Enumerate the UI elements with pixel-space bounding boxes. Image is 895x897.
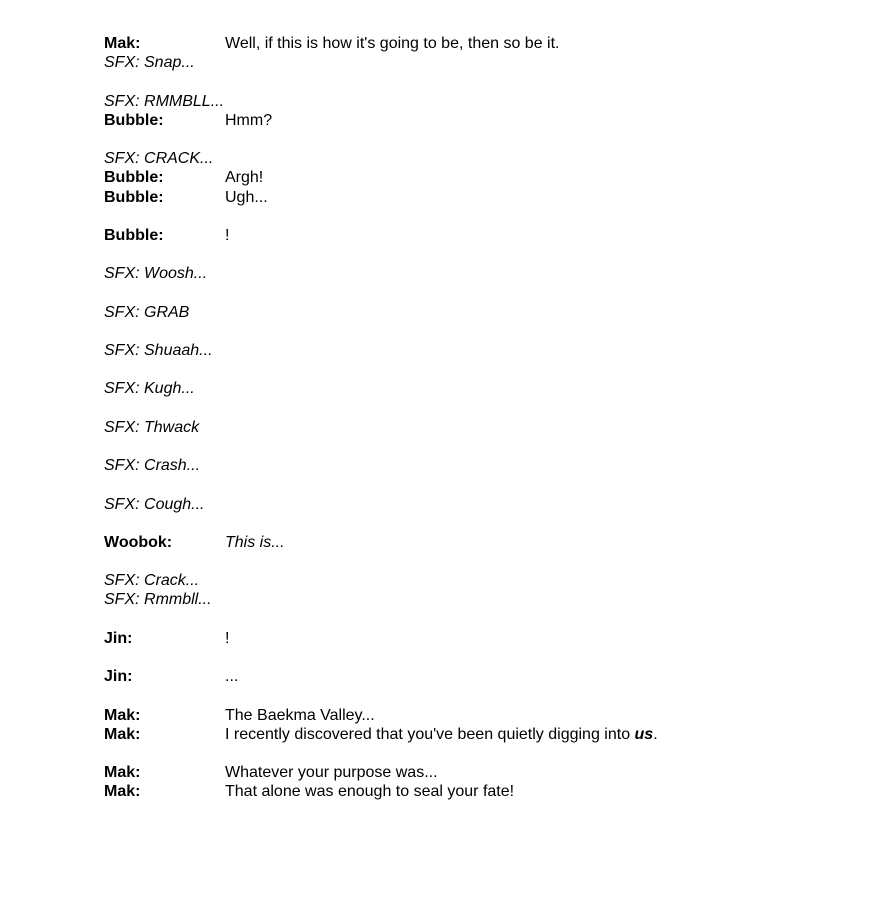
- line-gap: [104, 360, 864, 379]
- dialogue-text: That alone was enough to seal your fate!: [225, 783, 515, 801]
- speaker-name: Bubble:: [104, 111, 164, 129]
- dialogue-text: !: [225, 226, 230, 244]
- line-gap: [104, 514, 864, 533]
- sfx-text: SFX: Thwack: [104, 418, 200, 436]
- sfx-line: [104, 571, 864, 590]
- line-gap: [104, 475, 864, 494]
- sfx-line: [104, 379, 864, 398]
- speaker-name: Jin:: [104, 668, 133, 686]
- sfx-line: [104, 264, 864, 283]
- dialogue-line: [104, 667, 864, 686]
- dialogue-text-part: .: [653, 725, 658, 743]
- line-gap: [104, 399, 864, 418]
- sfx-line: [104, 456, 864, 475]
- dialogue-line: [104, 111, 864, 130]
- line-gap: [104, 130, 864, 149]
- dialogue-text: Whatever your purpose was...: [225, 764, 438, 782]
- dialogue-line: [104, 34, 864, 53]
- dialogue-text: !: [225, 629, 230, 647]
- sfx-line: [104, 341, 864, 360]
- dialogue-line: [104, 533, 864, 552]
- speaker-name: Bubble:: [104, 188, 164, 206]
- line-gap: [104, 552, 864, 571]
- dialogue-line: [104, 629, 864, 648]
- dialogue-text: Ugh...: [225, 188, 268, 206]
- dialogue-line: [104, 782, 864, 801]
- line-gap: [104, 283, 864, 302]
- line-gap: [104, 207, 864, 226]
- speaker-name: Woobok:: [104, 533, 173, 551]
- dialogue-line: [104, 706, 864, 725]
- dialogue-line: [104, 188, 864, 207]
- sfx-text: SFX: Woosh...: [104, 265, 208, 283]
- speaker-name: Mak:: [104, 706, 141, 724]
- dialogue-line: [104, 725, 864, 744]
- line-gap: [104, 744, 864, 763]
- speaker-name: Bubble:: [104, 226, 164, 244]
- speaker-name: Mak:: [104, 35, 141, 52]
- line-gap: [104, 610, 864, 629]
- line-gap: [104, 437, 864, 456]
- line-gap: [104, 72, 864, 91]
- sfx-text: SFX: Crash...: [104, 457, 201, 475]
- sfx-text: SFX: CRACK...: [104, 150, 214, 168]
- dialogue-text: Hmm?: [225, 111, 273, 129]
- sfx-line: [104, 590, 864, 609]
- dialogue-text-part: I recently discovered that you've been quietly digging into: [225, 725, 635, 743]
- sfx-line: [104, 149, 864, 168]
- sfx-text: SFX: Kugh...: [104, 380, 195, 398]
- sfx-text: SFX: Crack...: [104, 572, 200, 590]
- speaker-name: Mak:: [104, 764, 141, 782]
- dialogue-text: ...: [225, 668, 239, 686]
- sfx-text: SFX: Snap...: [104, 54, 195, 72]
- speaker-name: Mak:: [104, 783, 141, 801]
- sfx-text: SFX: Shuaah...: [104, 342, 213, 359]
- speaker-name: Mak:: [104, 725, 141, 743]
- sfx-line: [104, 53, 864, 72]
- dialogue-text: The Baekma Valley...: [225, 706, 375, 724]
- dialogue-text: Argh!: [225, 169, 264, 187]
- emphasis-text: us: [634, 725, 654, 743]
- line-gap: [104, 245, 864, 264]
- dialogue-text: Well, if this is how it's going to be, then so be it.: [225, 35, 560, 52]
- dialogue-line: [104, 226, 864, 245]
- speaker-name: Jin:: [104, 629, 133, 647]
- dialogue-line: [104, 763, 864, 782]
- sfx-line: [104, 92, 864, 111]
- sfx-text: SFX: Rmmbll...: [104, 591, 212, 609]
- sfx-text: SFX: Cough...: [104, 495, 205, 513]
- sfx-line: [104, 495, 864, 514]
- line-gap: [104, 322, 864, 341]
- dialogue-text: This is...: [225, 533, 285, 551]
- speaker-name: Bubble:: [104, 169, 164, 187]
- sfx-text: SFX: GRAB: [104, 303, 190, 321]
- sfx-text: SFX: RMMBLL...: [104, 92, 225, 110]
- script-body: [104, 34, 864, 802]
- line-gap: [104, 648, 864, 667]
- dialogue-text: [225, 725, 864, 744]
- line-gap: [104, 686, 864, 705]
- sfx-line: [104, 303, 864, 322]
- dialogue-line: [104, 168, 864, 187]
- sfx-line: [104, 418, 864, 437]
